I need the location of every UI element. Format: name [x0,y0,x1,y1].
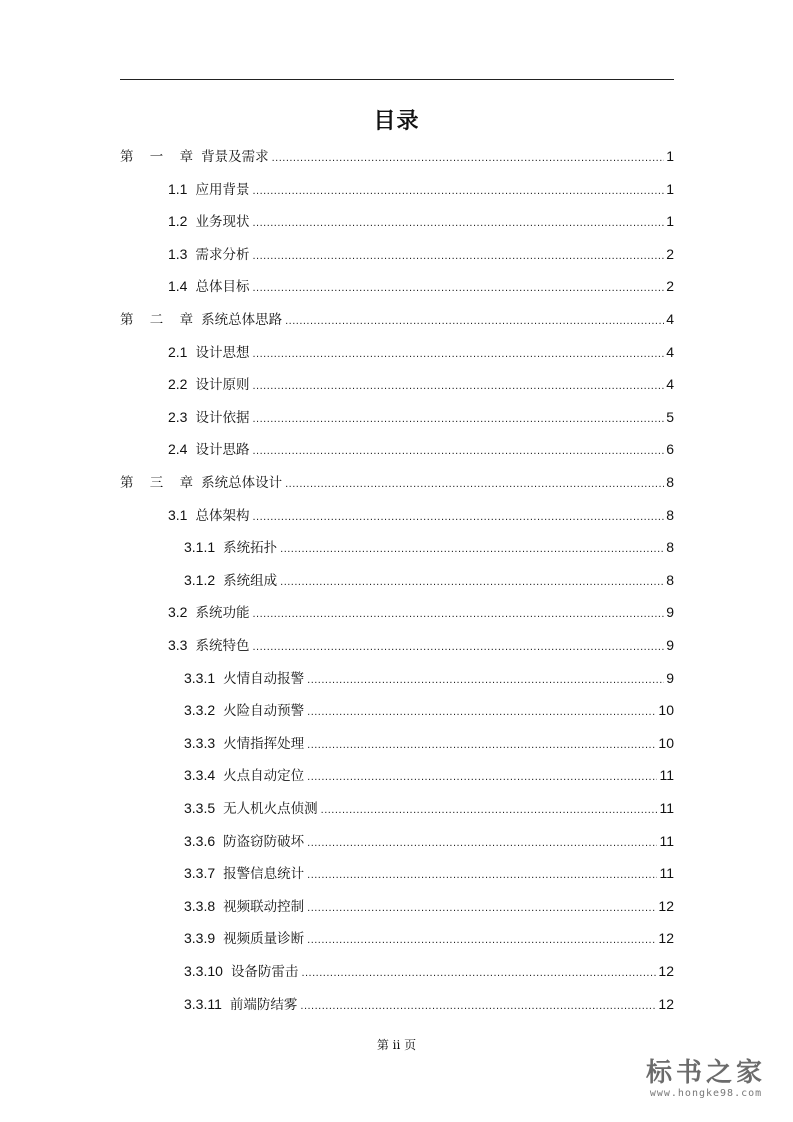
toc-leader-dots [252,180,664,202]
toc-leader-dots [252,440,664,462]
toc-leader-dots [252,343,664,365]
toc-leader-dots [321,799,658,821]
toc-title: 总体目标 [195,279,250,296]
toc-title: 系统拓扑 [223,540,278,557]
toc-entry[interactable] [168,438,674,460]
toc-number: 3.1.2 [184,571,216,588]
toc-title: 设计依据 [195,409,250,426]
toc-page-number: 1 [666,180,674,197]
toc-page-number: 1 [666,148,674,164]
toc-leader-dots [307,766,657,788]
toc-title: 无人机火点侦测 [223,801,318,817]
toc-leader-dots [307,897,656,919]
toc-number: 3.3.7 [184,865,216,882]
toc-title: 系统功能 [195,605,250,622]
toc-page-number: 8 [666,506,674,523]
toc-number: 3.2 [168,604,188,621]
toc-page-number: 8 [666,539,674,556]
toc-entry[interactable] [184,830,674,852]
toc-page-number: 1 [666,213,674,230]
toc-entry[interactable] [168,178,674,200]
toc-page-number: 9 [666,604,674,621]
toc-title: 设计思路 [195,442,250,459]
toc-entry[interactable] [184,797,674,819]
toc-entry[interactable] [168,634,674,656]
toc-page-number: 4 [666,343,674,360]
toc-number: 3.3.5 [184,800,216,816]
toc-title: 火险自动预警 [223,703,305,720]
toc-leader-dots [252,506,664,528]
toc-title: 系统组成 [223,572,278,589]
toc-leader-dots [252,277,664,299]
watermark-url: www.hongke98.com [649,1088,763,1099]
toc-page-number: 10 [658,702,674,719]
toc-number: 2.4 [168,441,188,458]
toc-entry[interactable] [184,569,674,591]
toc-page-number: 11 [659,832,674,849]
toc-entry[interactable] [168,504,674,526]
page-title: 目录 [373,109,420,134]
toc-page-number: 2 [666,245,674,262]
toc-number: 1.1 [168,180,188,197]
toc-leader-dots [285,473,664,495]
toc-title: 火情指挥处理 [223,735,305,752]
toc-title: 防盗窃防破坏 [223,833,305,850]
toc-page-number: 5 [666,408,674,425]
toc-entry[interactable] [168,341,674,363]
toc-page-number: 12 [658,897,674,914]
toc-leader-dots [307,669,664,691]
toc-leader-dots [285,310,664,332]
toc-title: 前端防结雾 [229,996,298,1013]
toc-entry[interactable] [168,243,674,265]
toc-leader-dots [280,538,664,560]
toc-number: 2.1 [168,343,188,360]
toc-title: 视频质量诊断 [223,931,305,948]
toc-entry[interactable] [168,210,674,232]
toc-leader-dots [252,212,664,234]
toc-page-number: 9 [666,637,674,653]
toc-entry[interactable] [184,862,674,884]
toc-leader-dots [301,962,656,984]
toc-entry[interactable] [168,601,674,623]
toc-number: 3.3.9 [184,930,216,947]
toc-page-number: 11 [659,767,674,784]
toc-title: 设计原则 [195,377,250,394]
toc-number: 3.3.6 [184,832,216,849]
toc-number: 3.1.1 [184,539,216,556]
toc-leader-dots [307,734,656,756]
header-rule [120,79,674,80]
toc-title: 设备防雷击 [230,964,299,980]
toc-number: 第 一 章 [120,149,200,165]
toc-title: 总体架构 [195,507,250,524]
toc-leader-dots [307,701,656,723]
toc-entry[interactable] [184,895,674,917]
toc-entry[interactable] [184,667,674,689]
toc-number: 1.3 [168,245,188,262]
toc-chapter[interactable] [120,308,674,330]
toc-page-number: 11 [659,865,674,882]
toc-leader-dots [252,408,664,430]
toc-leader-dots [307,832,657,854]
toc-page-number: 12 [658,963,674,979]
toc-page-number: 12 [658,995,674,1012]
toc-page-number: 4 [666,311,674,327]
toc-leader-dots [252,375,664,397]
toc-number: 2.2 [168,376,188,393]
toc-title: 火点自动定位 [223,768,305,785]
toc-leader-dots [307,929,656,951]
toc-entry[interactable] [184,536,674,558]
toc-entry[interactable] [184,927,674,949]
toc-page-number: 9 [666,669,674,686]
toc-page-number: 10 [658,734,674,751]
toc-number: 3.3.2 [184,702,216,719]
toc-number: 3.3.1 [184,669,216,686]
toc-leader-dots [280,571,664,593]
toc-number: 3.1 [168,506,188,523]
toc-number: 3.3.10 [184,963,223,979]
toc-number: 3.3.11 [184,995,222,1012]
toc-entry[interactable] [184,960,674,982]
toc-entry[interactable] [168,406,674,428]
toc-title: 设计思想 [195,344,250,361]
toc-page-number: 12 [658,930,674,947]
toc-leader-dots [252,245,664,267]
toc-leader-dots [252,603,664,625]
toc-title: 系统总体思路 [201,312,283,328]
toc-entry[interactable] [168,373,674,395]
toc-title: 需求分析 [195,246,250,263]
toc-leader-dots [252,636,664,658]
watermark-logo-text: 标书之家 [645,1058,766,1088]
toc-entry[interactable] [168,275,674,297]
toc-page-number: 8 [666,474,674,490]
toc-entry[interactable] [184,993,674,1015]
toc-title: 报警信息统计 [223,866,305,883]
toc-title: 业务现状 [195,214,250,231]
toc-number: 1.2 [168,213,188,230]
page-footer: 第 ii 页 [376,1038,417,1052]
toc-number: 1.4 [168,278,188,295]
toc-number: 3.3.4 [184,767,216,784]
toc-page-number: 8 [666,571,674,588]
toc-entry[interactable] [184,699,674,721]
toc-chapter[interactable] [120,145,674,167]
toc-page-number: 11 [659,800,674,816]
toc-number: 3.3.3 [184,734,216,751]
toc-number: 2.3 [168,408,188,425]
toc-title: 系统特色 [195,638,250,654]
toc-page-number: 2 [666,278,674,295]
toc-leader-dots [307,864,657,886]
toc-entry[interactable] [184,732,674,754]
toc-page-number: 6 [666,441,674,458]
toc-title: 视频联动控制 [223,898,305,915]
toc-number: 第 二 章 [120,312,200,328]
toc-title: 火情自动报警 [223,670,305,687]
toc-number: 第 三 章 [120,475,200,491]
toc-chapter[interactable] [120,471,674,493]
toc-page-number: 4 [666,376,674,393]
toc-number: 3.3.8 [184,897,216,914]
toc-number: 3.3 [168,637,188,653]
toc-title: 应用背景 [195,181,250,198]
toc-entry[interactable] [184,764,674,786]
toc-title: 系统总体设计 [201,475,283,491]
watermark-logo [641,1058,771,1099]
toc-leader-dots [300,995,656,1017]
toc-title: 背景及需求 [201,149,269,165]
toc-leader-dots [272,147,665,169]
